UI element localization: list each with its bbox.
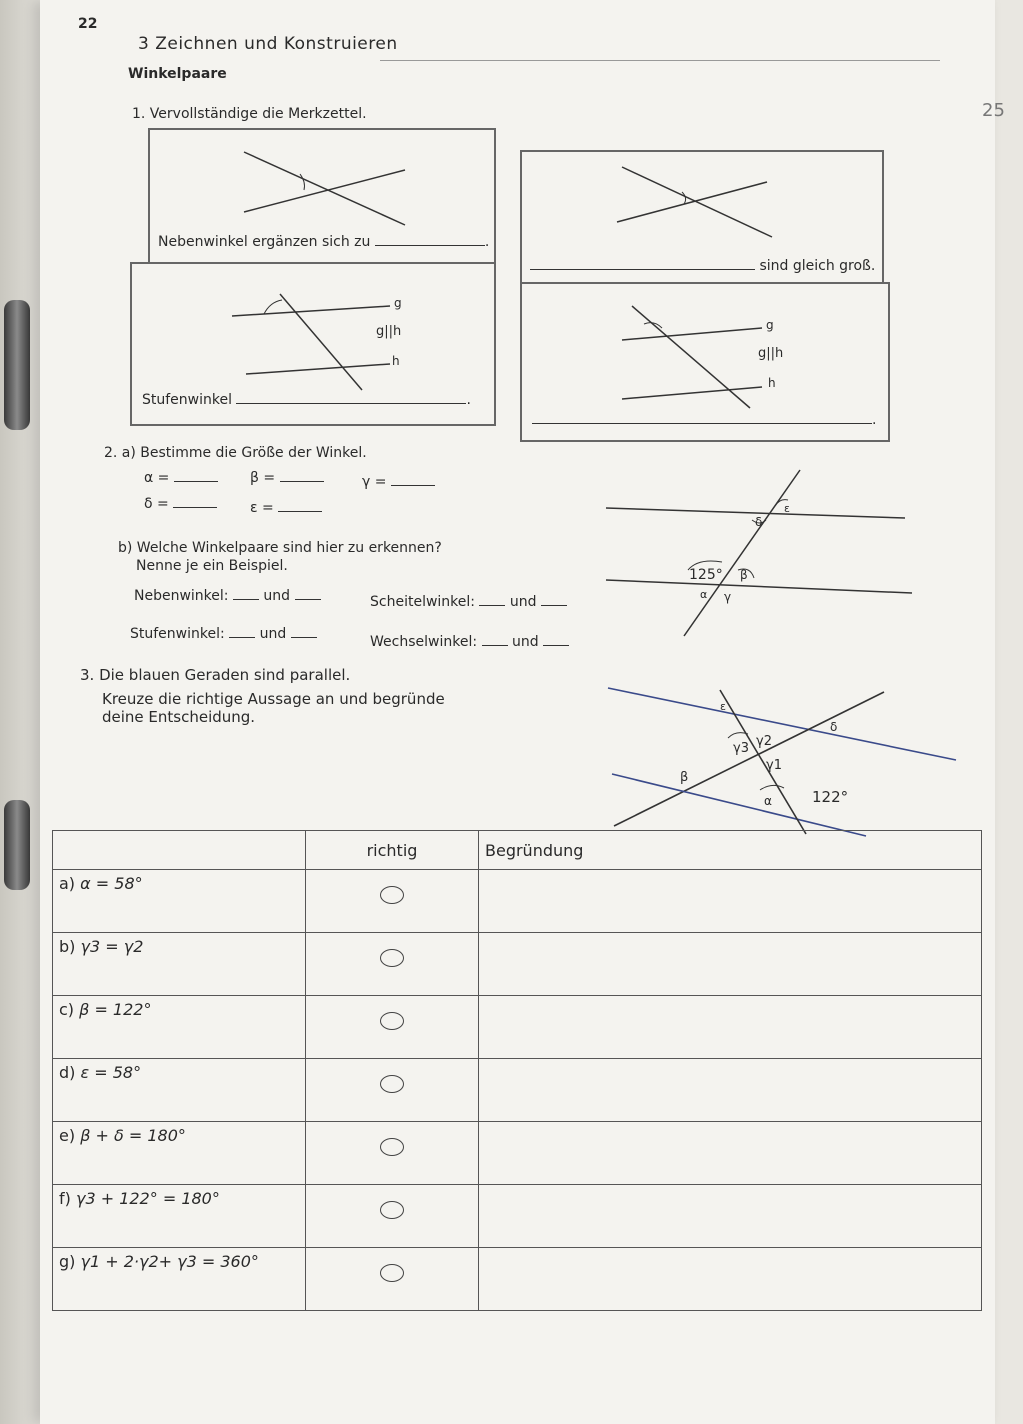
row-label: b): [59, 937, 76, 956]
row-expression: α = 58°: [80, 874, 143, 893]
page-number: 22: [78, 16, 98, 32]
label-g: g: [766, 318, 774, 332]
scheitelwinkel-label: Scheitelwinkel:: [370, 594, 475, 610]
fig2-angle: 125°: [689, 567, 723, 583]
table-row: [53, 1185, 982, 1248]
task2-instruction-b: b) Welche Winkelpaare sind hier zu erkennen?: [118, 540, 442, 556]
statement-cell: [53, 870, 306, 933]
row-label: c): [59, 1000, 75, 1019]
card1-text: Nebenwinkel ergänzen sich zu: [158, 234, 371, 250]
und-text: und: [509, 594, 537, 610]
card2-text: sind gleich groß.: [759, 258, 876, 274]
answer-table: [52, 830, 982, 1311]
statement-cell: [53, 996, 306, 1059]
statement-cell: [53, 1122, 306, 1185]
task2-instruction-b2: Nenne je ein Beispiel.: [136, 558, 288, 574]
card4-end: .: [872, 412, 877, 428]
fig2-gamma: γ: [724, 590, 732, 604]
reason-cell[interactable]: [479, 996, 982, 1059]
answer-circle[interactable]: [380, 1012, 404, 1030]
label-g: g: [394, 296, 402, 310]
card3-text: Stufenwinkel: [142, 392, 232, 408]
table-row: [53, 1122, 982, 1185]
statement-cell: [53, 1185, 306, 1248]
row-label: a): [59, 874, 76, 893]
nebenwinkel-label: Nebenwinkel:: [134, 588, 229, 604]
checkbox-cell[interactable]: [306, 870, 479, 933]
statement-cell: [53, 1248, 306, 1311]
row-expression: β + δ = 180°: [80, 1126, 186, 1145]
fig2-alpha: α: [700, 588, 708, 601]
table-row: [53, 996, 982, 1059]
row-label: d): [59, 1063, 76, 1082]
statement-cell: [53, 933, 306, 996]
epsilon-label: ε =: [250, 500, 274, 516]
reason-cell[interactable]: [479, 1059, 982, 1122]
task3-line1: 3. Die blauen Geraden sind parallel.: [80, 666, 351, 684]
checkbox-cell[interactable]: [306, 1248, 479, 1311]
reason-cell[interactable]: [479, 1185, 982, 1248]
card3-end: .: [466, 392, 471, 408]
fig2-delta: δ: [755, 515, 763, 529]
checkbox-cell[interactable]: [306, 1059, 479, 1122]
answer-circle[interactable]: [380, 1201, 404, 1219]
answer-circle[interactable]: [380, 1264, 404, 1282]
delta-label: δ =: [144, 496, 169, 512]
fig3-alpha: α: [764, 794, 772, 808]
header-begruendung: Begründung: [479, 831, 982, 870]
reason-cell[interactable]: [479, 870, 982, 933]
margin-mark: 25: [982, 100, 1005, 121]
und-text: und: [259, 626, 287, 642]
fig2-eps: ε: [784, 502, 790, 515]
fig3-eps: ε: [720, 700, 726, 713]
row-label: e): [59, 1126, 76, 1145]
fig3-delta: δ: [830, 720, 838, 734]
fig3-angle: 122°: [812, 788, 849, 806]
table-header-row: [53, 831, 982, 870]
reason-cell[interactable]: [479, 1248, 982, 1311]
task1-instruction: 1. Vervollständige die Merkzettel.: [132, 106, 367, 122]
reason-cell[interactable]: [479, 1122, 982, 1185]
row-label: g): [59, 1252, 76, 1271]
task3-line2: Kreuze die richtige Aussage an und begründe: [102, 690, 445, 708]
gamma-label: γ =: [362, 474, 387, 490]
fig3-beta: β: [680, 770, 689, 785]
row-expression: β = 122°: [79, 1000, 152, 1019]
task2-instruction-a: 2. a) Bestimme die Größe der Winkel.: [104, 445, 367, 461]
checkbox-cell[interactable]: [306, 1122, 479, 1185]
answer-circle[interactable]: [380, 1138, 404, 1156]
chapter-title: 3 Zeichnen und Konstruieren: [138, 34, 398, 54]
table-row: [53, 933, 982, 996]
label-h: h: [768, 376, 776, 390]
table-row: [53, 1059, 982, 1122]
table-row: [53, 1248, 982, 1311]
statement-cell: [53, 1059, 306, 1122]
answer-circle[interactable]: [380, 949, 404, 967]
fig2-beta: β: [740, 568, 748, 582]
answer-circle[interactable]: [380, 886, 404, 904]
und-text: und: [511, 634, 539, 650]
wechselwinkel-label: Wechselwinkel:: [370, 634, 478, 650]
und-text: und: [263, 588, 291, 604]
section-title: Winkelpaare: [128, 66, 227, 82]
fig3-gamma1: γ1: [766, 758, 782, 773]
reason-cell[interactable]: [479, 933, 982, 996]
alpha-label: α =: [144, 470, 170, 486]
task3-line3: deine Entscheidung.: [102, 708, 256, 726]
fig3-gamma2: γ2: [756, 734, 772, 749]
header-empty: [53, 831, 306, 870]
checkbox-cell[interactable]: [306, 1185, 479, 1248]
beta-label: β =: [250, 470, 276, 486]
label-h: h: [392, 354, 400, 368]
stufenwinkel-label: Stufenwinkel:: [130, 626, 225, 642]
card1-end: .: [484, 234, 490, 250]
row-expression: γ1 + 2·γ2+ γ3 = 360°: [80, 1252, 259, 1271]
row-expression: γ3 = γ2: [80, 937, 144, 956]
label-parallel: g||h: [376, 324, 402, 339]
checkbox-cell[interactable]: [306, 933, 479, 996]
fig3-gamma3: γ3: [733, 741, 749, 756]
row-expression: ε = 58°: [80, 1063, 142, 1082]
row-label: f): [59, 1189, 71, 1208]
checkbox-cell[interactable]: [306, 996, 479, 1059]
answer-circle[interactable]: [380, 1075, 404, 1093]
row-expression: γ3 + 122° = 180°: [75, 1189, 220, 1208]
label-parallel: g||h: [758, 346, 784, 361]
table-row: [53, 870, 982, 933]
header-richtig: richtig: [306, 831, 479, 870]
